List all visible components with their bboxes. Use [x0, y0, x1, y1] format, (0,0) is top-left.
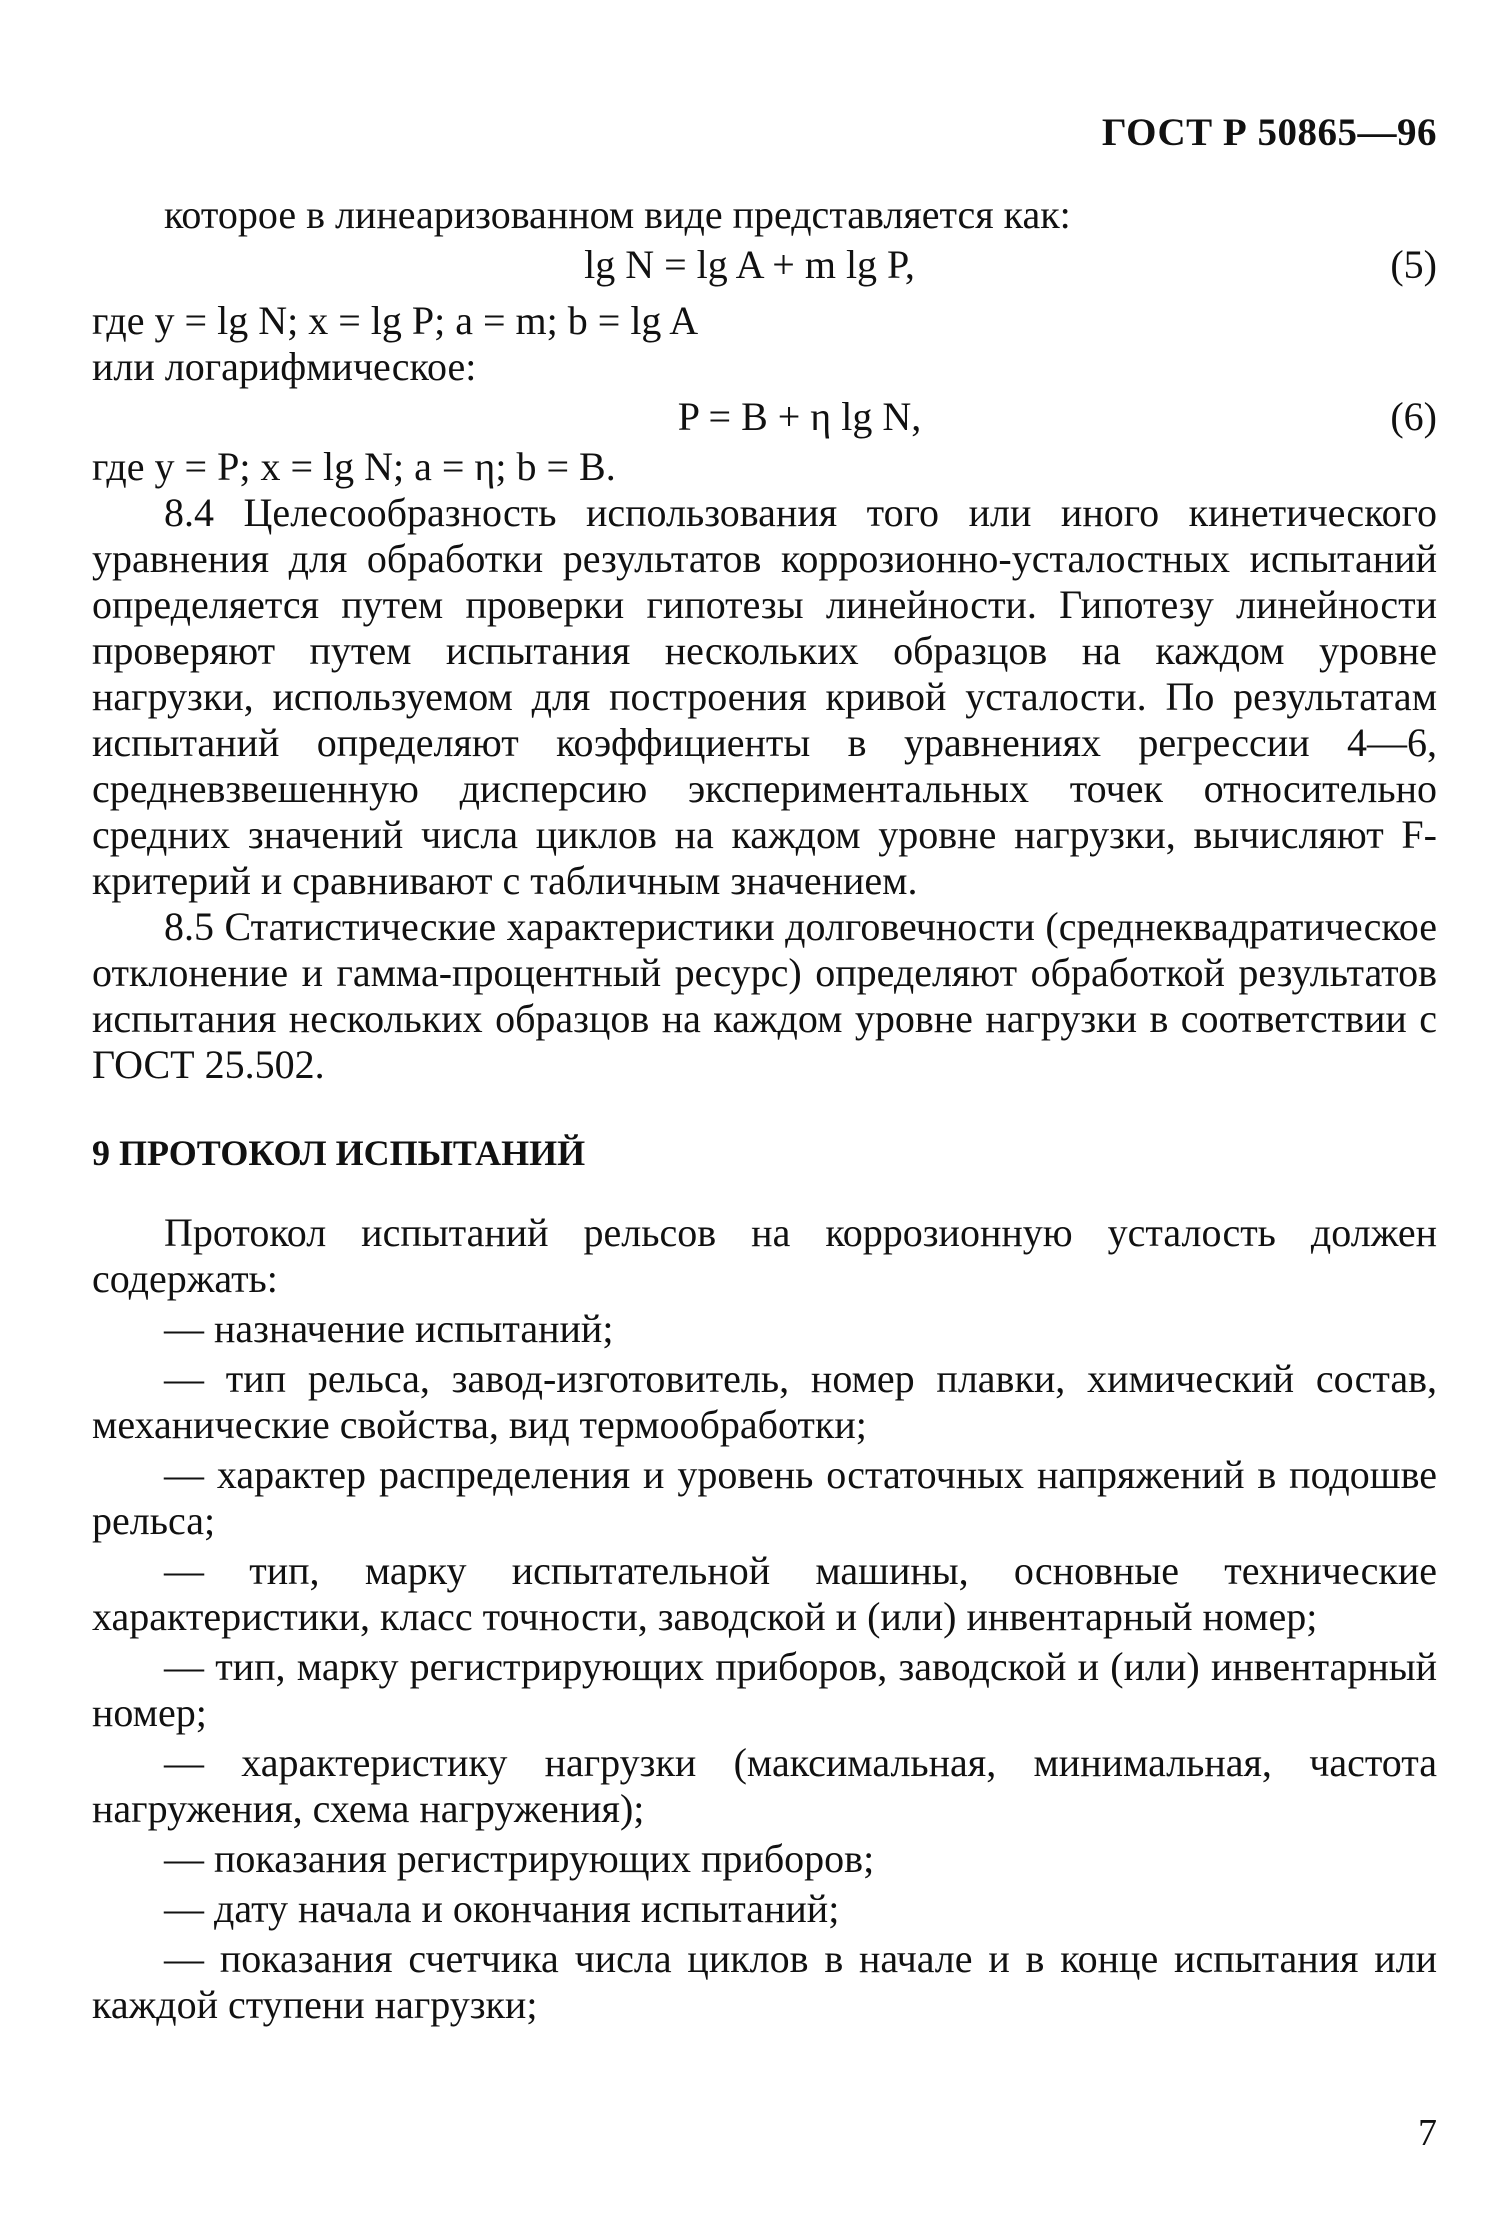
- list-item: — назначение испытаний;: [164, 1306, 614, 1351]
- log-form-intro: или логарифмическое:: [92, 344, 477, 389]
- equation-5-lhs: lg N: [584, 242, 655, 287]
- equation-6-formula: P = B + η lg N,: [677, 394, 922, 439]
- list-item: — тип, марку испытательной машины, основные технические характеристики, класс точности, заводской и (или) инвентарный номер;: [92, 1548, 1437, 1639]
- section-9-intro: Протокол испытаний рельсов на коррозионную усталость должен содержать:: [92, 1210, 1437, 1301]
- page-number: 7: [1418, 2112, 1437, 2154]
- paragraph-8-5: 8.5 Статистические характеристики долговечности (среднеквадратическое отклонение и гамма-процентный ресурс) определяют обработкой результатов испытания нескольких образцов на каждом уровне нагрузки в соответствии с ГОСТ 25.502.: [92, 904, 1437, 1087]
- document-page: [92, 0, 1437, 2217]
- list-item: — дату начала и окончания испытаний;: [164, 1886, 840, 1931]
- list-item: — характер распределения и уровень остаточных напряжений в подошве рельса;: [92, 1452, 1437, 1543]
- equation-6-number: (6): [1390, 394, 1437, 439]
- page-content: [92, 192, 1437, 2028]
- equation-5-number: (5): [1390, 242, 1437, 287]
- standard-header: ГОСТ Р 50865—96: [1101, 111, 1437, 154]
- equation-5-where: где y = lg N; x = lg P; a = m; b = lg A: [92, 298, 699, 343]
- list-item: — тип рельса, завод-изготовитель, номер плавки, химический состав, механические свойства, вид термообработки;: [92, 1356, 1437, 1447]
- equation-6-where: где y = P; x = lg N; a = η; b = B.: [92, 444, 616, 489]
- list-item: — показания регистрирующих приборов;: [164, 1836, 875, 1881]
- equation-5: [92, 238, 1437, 292]
- formula-intro: которое в линеаризованном виде представляется как:: [164, 192, 1071, 237]
- equation-6: [92, 390, 1437, 444]
- list-item: — тип, марку регистрирующих приборов, заводской и (или) инвентарный номер;: [92, 1644, 1437, 1735]
- list-item: — характеристику нагрузки (максимальная, минимальная, частота нагружения, схема нагружения);: [92, 1740, 1437, 1831]
- equation-5-rhs: = lg A + m lg P,: [654, 242, 915, 287]
- list-item: — показания счетчика числа циклов в начале и в конце испытания или каждой ступени нагрузки;: [92, 1936, 1437, 2027]
- paragraph-8-4: 8.4 Целесообразность использования того или иного кинетического уравнения для обработки результатов коррозионно-усталостных испытаний определяется путем проверки гипотезы линейности. Гипотезу линейности проверяют путем испытания нескольких образцов на каждом уровне нагрузки, используемом для построения кривой усталости. По результатам испытаний определяют коэффициенты в уравнениях регрессии 4—6, средневзвешенную дисперсию экспериментальных точек относительно средних значений числа циклов на каждом уровне нагрузки, вычисляют F-критерий и сравнивают с табличным значением.: [92, 490, 1437, 903]
- section-9-title: 9 ПРОТОКОЛ ИСПЫТАНИЙ: [92, 1133, 586, 1173]
- equation-5-formula: [132, 238, 1367, 292]
